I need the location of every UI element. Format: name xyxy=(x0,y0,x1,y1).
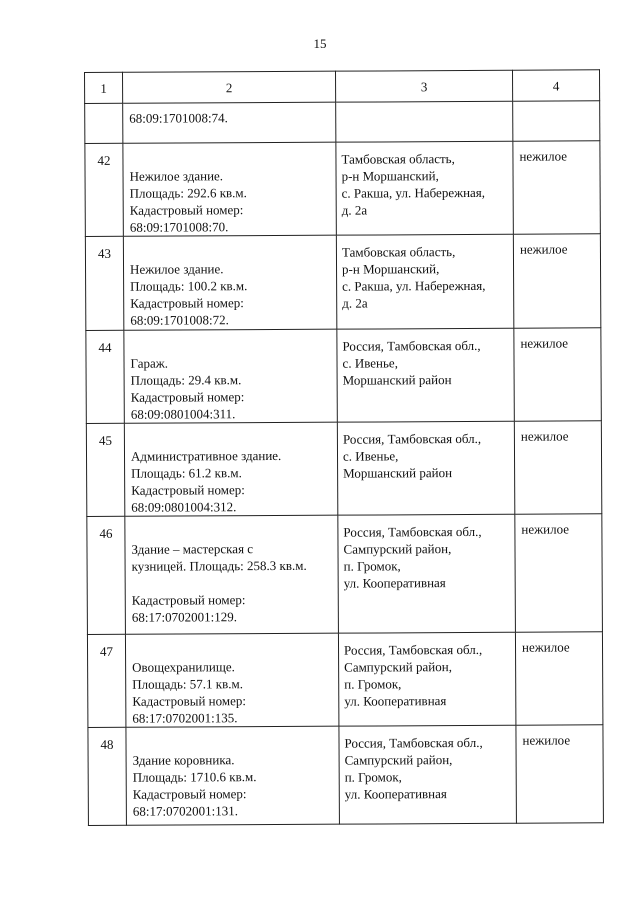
address-line: д. 2а xyxy=(342,295,368,311)
description-line: Кадастровый номер: xyxy=(130,389,245,405)
row-number-cell xyxy=(85,236,123,330)
description-line: Административное здание. xyxy=(130,447,282,464)
address-line: ул. Кооперативная xyxy=(343,575,446,591)
status-cell xyxy=(513,101,600,141)
status-cell xyxy=(516,725,604,823)
address-line: ул. Кооперативная xyxy=(344,786,447,802)
address-line: Моршанский район xyxy=(343,465,453,481)
description-line: Кадастровый номер: xyxy=(132,693,247,709)
blank-line xyxy=(132,574,338,592)
description-line: 68:09:0801004:311. xyxy=(130,406,236,422)
address-cell xyxy=(338,632,515,726)
row-number: 47 xyxy=(99,643,114,659)
address-line: Сампурский район, xyxy=(343,541,452,557)
address xyxy=(339,726,515,803)
row-number-cell xyxy=(88,727,127,825)
address-line: с. Ракша, ул. Набережная, xyxy=(341,184,486,201)
property-table xyxy=(84,69,604,826)
address-line: Тамбовская область, xyxy=(341,244,456,260)
description-cell xyxy=(123,235,336,330)
status-cell xyxy=(514,328,601,421)
description-line: Кадастровый номер: xyxy=(132,786,247,802)
description xyxy=(125,423,337,516)
description-line: Нежилое здание. xyxy=(129,261,224,277)
description-cell xyxy=(124,329,337,423)
status-text: нежилое xyxy=(520,335,569,351)
row-number: 45 xyxy=(98,432,112,448)
status-text: нежилое xyxy=(520,428,569,444)
address-line: Тамбовская область, xyxy=(341,151,455,167)
description-line: Площадь: 57.1 кв.м. xyxy=(132,676,243,692)
row-number-cell xyxy=(85,103,123,143)
row-number-cell xyxy=(86,423,124,516)
row-number: 44 xyxy=(98,339,112,355)
description-line: Здание коровника. xyxy=(132,752,235,768)
description-cell xyxy=(125,515,339,634)
description-line: Площадь: 61.2 кв.м. xyxy=(131,465,242,481)
row-number: 46 xyxy=(99,525,113,541)
description-cell xyxy=(124,422,337,516)
table-row xyxy=(85,234,600,331)
address-line: п. Громок, xyxy=(343,558,401,574)
description-line: 68:17:0702001:131. xyxy=(132,803,239,819)
row-number-cell xyxy=(85,143,123,236)
address xyxy=(338,515,514,592)
address-cell xyxy=(338,514,516,633)
status-text: нежилое xyxy=(521,521,570,537)
address xyxy=(339,633,515,710)
address-line: Сампурский район, xyxy=(344,659,452,675)
address-line: Россия, Тамбовская обл., xyxy=(342,337,481,354)
description-line: 68:09:1701008:72. xyxy=(130,312,229,328)
description-line: Овощехранилище. xyxy=(132,659,235,675)
description xyxy=(123,143,335,236)
description-line: 68:09:1701008:70. xyxy=(129,219,229,235)
description-line: Площадь: 29.4 кв.м. xyxy=(130,372,242,388)
row-number-cell xyxy=(86,330,124,423)
description-line: кузницей. Площадь: 258.3 кв.м. xyxy=(131,557,307,574)
address-cell xyxy=(336,234,513,329)
status-cell xyxy=(513,141,600,234)
description-line: Нежилое здание. xyxy=(129,168,224,184)
address-cell xyxy=(339,725,517,824)
address-line: ул. Кооперативная xyxy=(344,693,447,709)
address-line: п. Громок, xyxy=(344,676,402,692)
description xyxy=(123,103,335,127)
address-line: с. Ивенье, xyxy=(342,355,398,371)
table-row xyxy=(85,141,600,237)
address-line: с. Ракша, ул. Набережная, xyxy=(342,277,486,294)
description xyxy=(125,516,338,626)
header-cell-2: 2 xyxy=(123,71,336,103)
description-line: 68:09:1701008:74. xyxy=(129,110,228,126)
address xyxy=(338,422,514,482)
status-cell xyxy=(513,234,600,328)
address-line: Сампурский район, xyxy=(344,752,453,768)
description-line: Здание – мастерская с xyxy=(131,541,254,557)
description-line: Кадастровый номер: xyxy=(131,592,246,608)
address-line: Россия, Тамбовская обл., xyxy=(343,641,483,658)
status-cell xyxy=(515,514,603,632)
description-line: Площадь: 292.6 кв.м. xyxy=(129,185,247,201)
description-cell xyxy=(125,633,338,727)
header-cell-4: 4 xyxy=(512,70,599,101)
description-cell xyxy=(126,726,340,825)
description-line: Площадь: 100.2 кв.м. xyxy=(130,278,248,294)
table-row xyxy=(87,514,603,635)
description-line: 68:17:0702001:135. xyxy=(132,710,238,726)
description-line: Площадь: 1710.6 кв.м. xyxy=(132,769,257,785)
address-line: с. Ивенье, xyxy=(342,448,399,464)
description xyxy=(126,634,338,727)
description-cell xyxy=(123,142,336,236)
status-text: нежилое xyxy=(519,241,568,257)
address-cell xyxy=(337,421,514,515)
row-number-cell xyxy=(87,516,126,634)
header-cell-1: 1 xyxy=(85,72,123,103)
status-text: нежилое xyxy=(519,148,568,164)
address-cell xyxy=(337,328,514,422)
table-row xyxy=(88,725,604,826)
continuation-row xyxy=(85,101,600,144)
address-line: Моршанский район xyxy=(342,372,452,388)
address xyxy=(337,329,513,389)
table-row xyxy=(86,421,601,517)
address-line: д. 2а xyxy=(341,202,368,218)
table-header-row xyxy=(85,70,600,104)
address xyxy=(336,142,512,219)
description-cell xyxy=(123,102,336,143)
status-cell xyxy=(515,632,602,725)
address-line: п. Громок, xyxy=(344,769,402,785)
address-cell xyxy=(336,141,513,235)
description-line: 68:09:0801004:312. xyxy=(131,499,237,515)
description xyxy=(126,727,338,820)
address-line: р-н Моршанский, xyxy=(341,261,440,277)
row-number: 48 xyxy=(100,736,114,752)
address-cell xyxy=(336,101,513,142)
description xyxy=(124,236,336,329)
description-line: 68:17:0702001:129. xyxy=(131,609,237,625)
description xyxy=(124,330,336,423)
description-line: Кадастровый номер: xyxy=(129,202,244,218)
row-number: 42 xyxy=(97,152,111,168)
header-cell-3: 3 xyxy=(335,70,512,102)
row-number: 43 xyxy=(97,245,111,261)
status-cell xyxy=(514,421,601,514)
address-line: Россия, Тамбовская обл., xyxy=(343,523,482,540)
address xyxy=(337,235,513,312)
address-line: Россия, Тамбовская обл., xyxy=(342,430,482,447)
status-text: нежилое xyxy=(521,639,570,655)
status-text: нежилое xyxy=(522,732,571,748)
address-line: Россия, Тамбовская обл., xyxy=(344,734,483,751)
page-number: 15 xyxy=(313,36,327,51)
row-number-cell xyxy=(87,634,125,727)
address-line: р-н Моршанский, xyxy=(341,168,439,184)
description-line: Кадастровый номер: xyxy=(130,295,244,311)
table-row xyxy=(86,328,601,424)
description-line: Гараж. xyxy=(130,355,169,371)
table-row xyxy=(87,632,602,728)
description-line: Кадастровый номер: xyxy=(131,482,245,498)
